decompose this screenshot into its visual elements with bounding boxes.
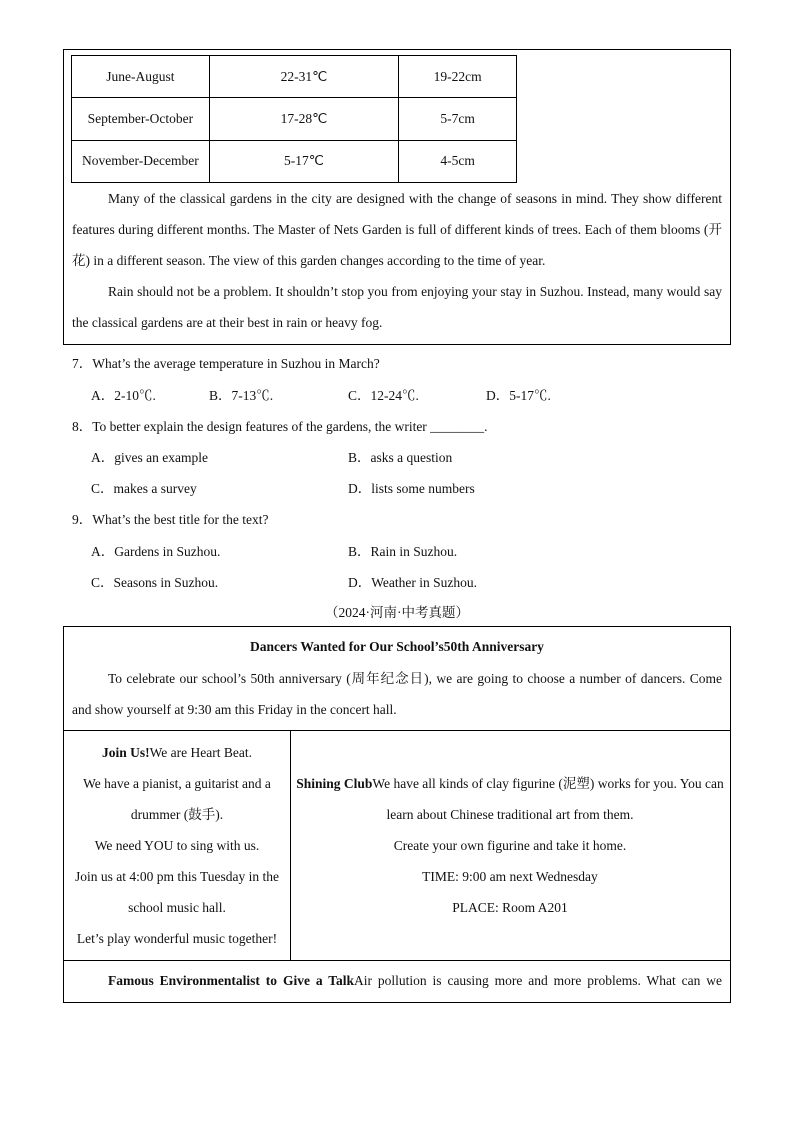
question-7-option-c[interactable]: C．12-24℃.: [348, 388, 419, 403]
table-cell: 22-31℃: [209, 56, 399, 98]
table-row: [72, 98, 517, 140]
passage2-title: Dancers Wanted for Our School’s50th Anniversary: [250, 639, 544, 654]
talk-lead: Famous Environmentalist to Give a Talk: [108, 973, 355, 988]
table-row: [72, 56, 517, 98]
passage1-paragraph-2: Rain should not be a problem. It shouldn’t stop you from enjoying your stay in Suzhou. Instead, many would say the classical gardens are at their best in rain or heavy fog.: [72, 284, 722, 330]
question-8-option-c[interactable]: C．makes a survey: [91, 481, 197, 496]
shining-club-notice: Shining ClubWe have all kinds of clay figurine (泥塑) works for you. You can learn about Chinese traditional art from them. Create your own figurine and take it home. TIME: 9:00 am next Wednesday PLACE: Room A201: [296, 776, 724, 915]
divider: [290, 730, 291, 960]
question-8-option-b[interactable]: B．asks a question: [348, 450, 453, 465]
table-row: [72, 140, 517, 182]
talk-notice: Famous Environmentalist to Give a TalkAir pollution is causing more and more problems. What can we: [108, 973, 722, 988]
table-cell: November-December: [72, 140, 210, 182]
table-cell: 5-17℃: [209, 140, 399, 182]
table-cell: June-August: [72, 56, 210, 98]
question-7-option-b[interactable]: B．7-13℃.: [209, 388, 274, 403]
table-cell: 17-28℃: [209, 98, 399, 140]
passage1-paragraph-1: Many of the classical gardens in the city are designed with the change of seasons in mind. They show different features during different months. The Master of Nets Garden is full of different kinds of trees. Each of them blooms (开花) in a different season. The view of this garden changes according to the time of year.: [72, 191, 722, 268]
table-cell: 5-7cm: [399, 98, 517, 140]
question-9-option-a[interactable]: A．Gardens in Suzhou.: [91, 544, 221, 559]
heart-beat-lead: Join Us!: [102, 745, 150, 760]
shining-club-lead: Shining Club: [296, 776, 373, 791]
table-cell: September-October: [72, 98, 210, 140]
question-7-stem: 7．What’s the average temperature in Suzhou in March?: [72, 356, 380, 371]
question-7-option-d[interactable]: D．5-17℃.: [486, 388, 551, 403]
divider: [63, 960, 731, 961]
question-9-option-c[interactable]: C．Seasons in Suzhou.: [91, 575, 219, 590]
passage1-text: [72, 183, 722, 338]
question-8-option-a[interactable]: A．gives an example: [91, 450, 208, 465]
question-9-option-b[interactable]: B．Rain in Suzhou.: [348, 544, 458, 559]
question-9-stem: 9．What’s the best title for the text?: [72, 512, 269, 527]
table-cell: 19-22cm: [399, 56, 517, 98]
source-label: （2024·河南·中考真题）: [325, 605, 469, 620]
heart-beat-notice: Join Us!We are Heart Beat. We have a pianist, a guitarist and a drummer (鼓手). We need YOU to sing with us. Join us at 4:00 pm this Tuesday in the school music hall. Let’s play wonderful music together!: [74, 745, 280, 946]
climate-table: [71, 55, 517, 183]
question-8-option-d[interactable]: D．lists some numbers: [348, 481, 475, 496]
table-cell: 4-5cm: [399, 140, 517, 182]
question-8-stem: 8．To better explain the design features of the gardens, the writer ________.: [72, 419, 488, 434]
divider: [63, 730, 731, 731]
question-9-option-d[interactable]: D．Weather in Suzhou.: [348, 575, 478, 590]
question-7-option-a[interactable]: A．2-10℃.: [91, 388, 156, 403]
passage2-intro: To celebrate our school’s 50th anniversary (周年纪念日), we are going to choose a number of dancers. Come and show yourself at 9:30 am this Friday in the concert hall.: [72, 671, 722, 717]
